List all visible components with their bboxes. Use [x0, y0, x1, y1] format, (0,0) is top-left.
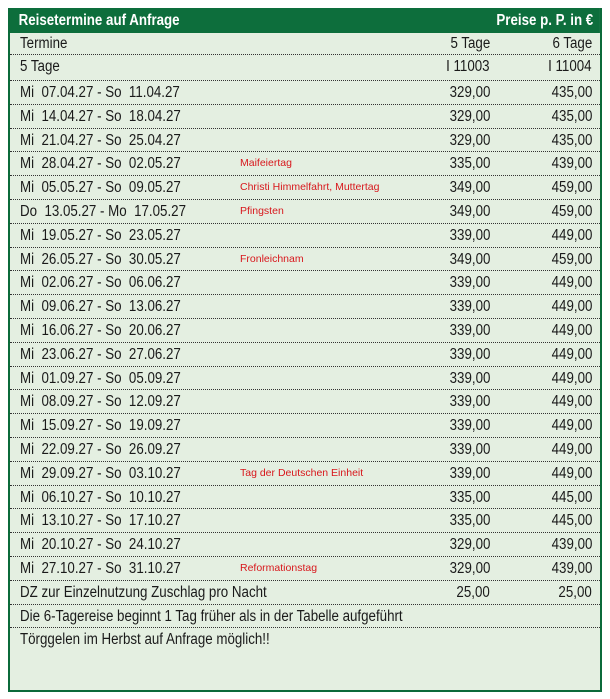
price-5-tage: 339,00 — [449, 369, 490, 387]
price-6-tage: 449,00 — [551, 417, 592, 435]
price-6-tage: 459,00 — [551, 202, 592, 220]
table-row — [10, 129, 600, 153]
price-6-tage: 439,00 — [551, 536, 592, 554]
price-5-tage: 339,00 — [449, 321, 490, 339]
date-range: Mi 01.09.27 - So 05.09.27 — [20, 369, 181, 387]
holiday-note: Tag der Deutschen Einheit — [240, 466, 364, 479]
date-range: Mi 28.04.27 - So 02.05.27 — [20, 155, 181, 173]
footnote-text: Törggelen im Herbst auf Anfrage möglich!! — [20, 631, 270, 649]
price-6-tage: 439,00 — [551, 559, 592, 577]
price-6-tage: 449,00 — [551, 464, 592, 482]
date-range: Mi 09.06.27 - So 13.06.27 — [20, 298, 181, 316]
price-6-tage: 449,00 — [551, 393, 592, 411]
table-row — [10, 200, 600, 224]
date-range: Mi 16.06.27 - So 20.06.27 — [20, 321, 181, 339]
holiday-note: Maifeiertag — [240, 157, 292, 170]
table-row — [10, 414, 600, 438]
table-row — [10, 343, 600, 367]
table-row — [10, 557, 600, 581]
price-5-tage: 349,00 — [449, 179, 490, 197]
price-5-tage: 339,00 — [449, 298, 490, 316]
date-range: Mi 13.10.27 - So 17.10.27 — [20, 512, 181, 530]
price-5-tage: 339,00 — [449, 464, 490, 482]
footnote-row — [10, 605, 600, 629]
price-5-tage: 339,00 — [449, 417, 490, 435]
date-rows — [10, 81, 600, 581]
price-5-tage: 349,00 — [449, 202, 490, 220]
price-5-tage: 339,00 — [449, 393, 490, 411]
price-5-tage: 335,00 — [449, 155, 490, 173]
price-6-tage: 449,00 — [551, 345, 592, 363]
table-title: Reisetermine auf Anfrage — [18, 11, 180, 29]
price-5-tage: 349,00 — [449, 250, 490, 268]
table-header-bar — [10, 8, 600, 33]
table-row — [10, 390, 600, 414]
price-6-tage: 439,00 — [551, 155, 592, 173]
price-5-tage: 329,00 — [449, 131, 490, 149]
price-5-tage: 335,00 — [449, 512, 490, 530]
footnote-text: Die 6-Tagereise beginnt 1 Tag früher als in der Tabelle aufgeführt — [20, 607, 403, 625]
table-row — [10, 295, 600, 319]
date-range: Mi 06.10.27 - So 10.10.27 — [20, 488, 181, 506]
date-range: Mi 27.10.27 - So 31.10.27 — [20, 559, 181, 577]
table-row — [10, 271, 600, 295]
column-label-5-tage: 5 Tage — [450, 35, 490, 52]
trip-code-5: I 11003 — [446, 58, 490, 75]
table-row — [10, 319, 600, 343]
footnote-row — [10, 628, 600, 652]
price-note: Preise p. P. in € — [496, 11, 594, 29]
date-range: Mi 20.10.27 - So 24.10.27 — [20, 536, 181, 554]
date-range: Mi 05.05.27 - So 09.05.27 — [20, 179, 181, 197]
table-row — [10, 105, 600, 129]
price-6-tage: 459,00 — [551, 179, 592, 197]
date-range: Mi 14.04.27 - So 18.04.27 — [20, 107, 181, 125]
table-row — [10, 224, 600, 248]
surcharge-row — [10, 581, 600, 605]
code-row — [10, 55, 600, 81]
table-row — [10, 438, 600, 462]
price-6-tage: 435,00 — [551, 84, 592, 101]
price-5-tage: 339,00 — [449, 345, 490, 363]
table-row — [10, 81, 600, 105]
price-5-tage: 339,00 — [449, 274, 490, 292]
price-6-tage: 449,00 — [551, 226, 592, 244]
date-range: Mi 23.06.27 - So 27.06.27 — [20, 345, 181, 363]
date-range: Mi 26.05.27 - So 30.05.27 — [20, 250, 181, 268]
table-row — [10, 462, 600, 486]
date-range: Mi 19.05.27 - So 23.05.27 — [20, 226, 181, 244]
price-6-tage: 435,00 — [551, 131, 592, 149]
surcharge-label: DZ zur Einzelnutzung Zuschlag pro Nacht — [20, 583, 267, 601]
table-row — [10, 152, 600, 176]
date-range: Mi 22.09.27 - So 26.09.27 — [20, 440, 181, 458]
price-5-tage: 329,00 — [449, 536, 490, 554]
holiday-note: Pfingsten — [240, 204, 284, 217]
holiday-note: Reformationstag — [240, 561, 318, 574]
price-5-tage: 329,00 — [449, 84, 490, 101]
column-header-row — [10, 33, 600, 55]
date-range: Mi 29.09.27 - So 03.10.27 — [20, 464, 181, 482]
surcharge-price-5: 25,00 — [456, 583, 490, 601]
holiday-note: Christi Himmelfahrt, Muttertag — [240, 181, 380, 194]
price-6-tage: 449,00 — [551, 369, 592, 387]
table-row — [10, 509, 600, 533]
price-6-tage: 449,00 — [551, 440, 592, 458]
price-5-tage: 339,00 — [449, 440, 490, 458]
trip-code-6: I 11004 — [548, 58, 592, 75]
table-row — [10, 367, 600, 391]
price-6-tage: 445,00 — [551, 488, 592, 506]
schedule-card — [8, 8, 602, 692]
date-range: Mi 15.09.27 - So 19.09.27 — [20, 417, 181, 435]
price-5-tage: 329,00 — [449, 107, 490, 125]
table-row — [10, 486, 600, 510]
price-5-tage: 335,00 — [449, 488, 490, 506]
surcharge-price-6: 25,00 — [558, 583, 592, 601]
code-row-label: 5 Tage — [20, 58, 60, 75]
price-6-tage: 449,00 — [551, 321, 592, 339]
date-range: Mi 21.04.27 - So 25.04.27 — [20, 131, 181, 149]
price-6-tage: 459,00 — [551, 250, 592, 268]
table-row — [10, 248, 600, 272]
date-range: Mi 02.06.27 - So 06.06.27 — [20, 274, 181, 292]
price-5-tage: 329,00 — [449, 559, 490, 577]
date-range: Do 13.05.27 - Mo 17.05.27 — [20, 202, 187, 220]
column-label-6-tage: 6 Tage — [552, 35, 592, 52]
price-5-tage: 339,00 — [449, 226, 490, 244]
table-row — [10, 533, 600, 557]
price-6-tage: 449,00 — [551, 298, 592, 316]
date-range: Mi 08.09.27 - So 12.09.27 — [20, 393, 181, 411]
column-label-termine: Termine — [20, 35, 68, 52]
price-6-tage: 435,00 — [551, 107, 592, 125]
price-6-tage: 445,00 — [551, 512, 592, 530]
date-range: Mi 07.04.27 - So 11.04.27 — [20, 84, 180, 101]
holiday-note: Fronleichnam — [240, 252, 304, 265]
table-row — [10, 176, 600, 200]
price-6-tage: 449,00 — [551, 274, 592, 292]
